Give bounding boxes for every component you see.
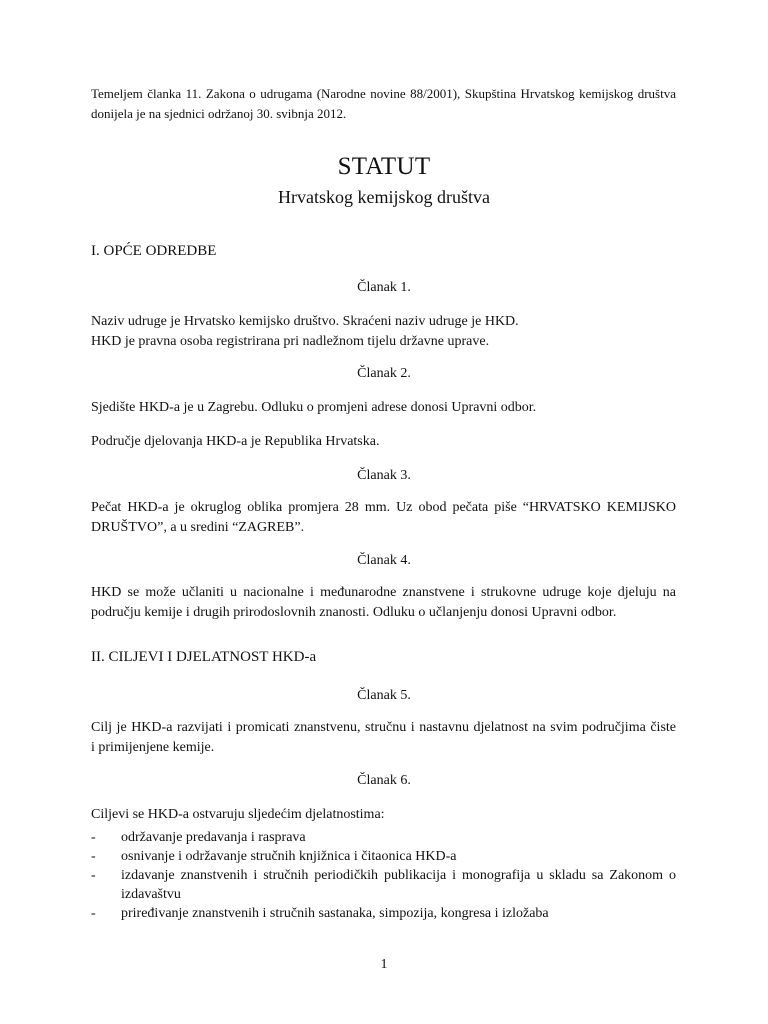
article-6-intro: Ciljevi se HKD-a ostvaruju sljedećim djelatnostima: xyxy=(91,807,385,822)
list-item xyxy=(91,847,676,866)
list-item xyxy=(91,866,676,904)
document-title: STATUT xyxy=(337,153,431,180)
article-5-heading: Članak 5. xyxy=(357,688,411,703)
list-item-text: priređivanje znanstvenih i stručnih sastanaka, simpozija, kongresa i izložaba xyxy=(121,906,549,921)
dash-marker: - xyxy=(91,849,96,864)
article-4-text xyxy=(91,583,676,623)
section-heading-1: I. OPĆE ODREDBE xyxy=(91,243,217,259)
article-4-heading: Članak 4. xyxy=(357,553,411,568)
list-item xyxy=(91,828,676,847)
list-item-text: osnivanje i održavanje stručnih knjižnica i čitaonica HKD-a xyxy=(121,849,457,864)
section-heading-2: II. CILJEVI I DJELATNOST HKD-a xyxy=(91,649,317,665)
article-5-line-2: i primijenjene kemije. xyxy=(91,740,215,755)
article-1-text xyxy=(91,312,676,352)
article-2-paragraph-1: Sjedište HKD-a je u Zagrebu. Odluku o promjeni adrese donosi Upravni odbor. xyxy=(91,400,537,415)
article-1-line-1: Naziv udruge je Hrvatsko kemijsko društvo. Skraćeni naziv udruge je HKD. xyxy=(91,314,519,329)
article-2-paragraph-2: Područje djelovanja HKD-a je Republika Hrvatska. xyxy=(91,434,380,449)
preamble xyxy=(91,84,676,124)
list-item-text: održavanje predavanja i rasprava xyxy=(121,830,306,845)
article-1-line-2: HKD je pravna osoba registrirana pri nadležnom tijelu državne uprave. xyxy=(91,334,490,349)
article-3-heading: Članak 3. xyxy=(357,468,411,483)
dash-marker: - xyxy=(91,830,96,845)
article-4-line-2: području kemije i drugih prirodoslovnih znanosti. Odluku o učlanjenju donosi Upravni odbor. xyxy=(91,605,617,620)
article-1-heading: Članak 1. xyxy=(357,280,411,295)
article-3-line-2: DRUŠTVO”, a u sredini “ZAGREB”. xyxy=(91,520,305,535)
article-6-heading: Članak 6. xyxy=(357,773,411,788)
article-5-text xyxy=(91,718,676,758)
article-3-line-1: Pečat HKD-a je okruglog oblika promjera 28 mm. Uz obod pečata piše “HRVATSKO KEMIJSKO xyxy=(91,500,676,515)
preamble-line-1: Temeljem članka 11. Zakona o udrugama (Narodne novine 88/2001), Skupština Hrvatskog kemijskog društva xyxy=(91,86,676,101)
document-subtitle: Hrvatskog kemijskog društva xyxy=(278,187,490,207)
page-number: 1 xyxy=(380,957,388,972)
activities-list xyxy=(91,828,676,923)
article-3-text xyxy=(91,498,676,538)
dash-marker: - xyxy=(91,906,96,921)
article-4-line-1: HKD se može učlaniti u nacionalne i međunarodne znanstvene i strukovne udruge koje djeluju na xyxy=(91,585,676,600)
list-item-text-continued: izdavaštvu xyxy=(121,887,181,902)
list-item-text: izdavanje znanstvenih i stručnih periodičkih publikacija i monografija u skladu sa Zakonom o xyxy=(121,868,676,883)
article-2-heading: Članak 2. xyxy=(357,366,411,381)
preamble-line-2: donijela je na sjednici održanoj 30. svibnja 2012. xyxy=(91,106,347,121)
article-5-line-1: Cilj je HKD-a razvijati i promicati znanstvenu, stručnu i nastavnu djelatnost na svim područjima čiste xyxy=(91,720,676,735)
list-item xyxy=(91,904,676,923)
dash-marker: - xyxy=(91,868,96,883)
